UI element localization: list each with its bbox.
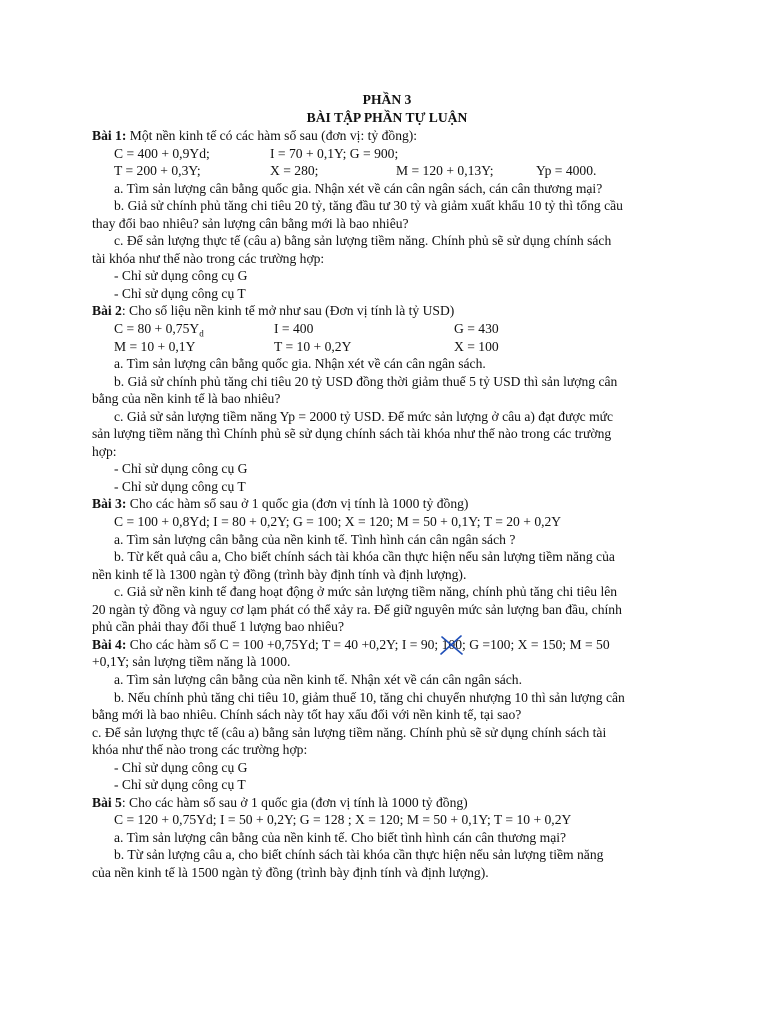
bai1-eq-m: M = 120 + 0,13Y; xyxy=(396,163,494,179)
bai4-intro xyxy=(92,636,682,654)
bai2-case-t: - Chỉ sử dụng công cụ T xyxy=(114,478,246,494)
bai4-intro-post: ; G =100; X = 150; M = 50 xyxy=(462,636,610,652)
bai4-question-b-line1: b. Nếu chính phủ tăng chi tiêu 10, giảm thuế 10, tăng chi chuyển nhượng 10 thì sản lượng cân xyxy=(114,689,625,705)
bai3-question-a: a. Tìm sản lượng cân bằng của nền kinh tế. Tình hình cán cân ngân sách ? xyxy=(114,531,516,547)
bai2-eq-g: G = 430 xyxy=(454,321,499,337)
bai4-intro-line2: +0,1Y; sản lượng tiềm năng là 1000. xyxy=(92,654,291,670)
bai2-eq-t: T = 10 + 0,2Y xyxy=(274,338,352,354)
bai4-question-b-line2: bằng mới là bao nhiêu. Chính sách này tốt hay xấu đối với nền kinh tế, tại sao? xyxy=(92,707,522,723)
bai4-struck-value: 100 xyxy=(441,636,463,652)
bai1-eq-ig: I = 70 + 0,1Y; G = 900; xyxy=(270,145,399,161)
bai3-question-c-line3: phủ cần phải thay đổi thuế 1 lượng bao nhiêu? xyxy=(92,619,345,635)
bai5-intro xyxy=(92,794,682,812)
bai5-question-b-line1: b. Từ sản lượng câu a, cho biết chính sách tài khóa cần thực hiện nếu sản lượng tiềm năng xyxy=(114,847,604,863)
bai1-eq-c: C = 400 + 0,9Yd; xyxy=(114,145,210,161)
bai1-intro xyxy=(92,127,682,145)
bai2-intro-text: : Cho số liệu nền kinh tế mở như sau (Đơn vị tính là tỷ USD) xyxy=(121,303,455,319)
bai3-label: Bài 3: xyxy=(92,496,127,512)
bai2-label: Bài 2 xyxy=(92,303,122,319)
bai3-question-b-line1: b. Từ kết quả câu a, Cho biết chính sách tài khóa cần thực hiện nếu sản lượng tiềm năng của xyxy=(114,549,615,565)
bai2-question-c-line3: hợp: xyxy=(92,443,117,459)
bai4-question-c-line1: c. Để sản lượng thực tế (câu a) bằng sản lượng tiềm năng. Chính phủ sẽ sử dụng chính sách tài xyxy=(92,724,607,740)
bai1-eq-t: T = 200 + 0,3Y; xyxy=(114,163,201,179)
document-page xyxy=(92,91,682,882)
bai2-question-c-line2: sản lượng tiềm năng thì Chính phủ sẽ sử dụng chính sách tài khóa như thế nào trong các trường xyxy=(92,426,612,442)
bai3-question-b-line2: nền kinh tế là 1300 ngàn tỷ đồng (trình bày định tính và định lượng). xyxy=(92,566,467,582)
bai5-intro-text: : Cho các hàm số sau ở 1 quốc gia (đơn vị tính là 1000 tỷ đồng) xyxy=(121,794,468,810)
bai4-case-t: - Chỉ sử dụng công cụ T xyxy=(114,777,246,793)
bai5-label: Bài 5 xyxy=(92,794,122,810)
bai2-question-b-line1: b. Giả sử chính phủ tăng chi tiêu 20 tỷ USD đồng thời giảm thuế 5 tỷ USD thì sản lượng cân xyxy=(114,373,618,389)
bai2-eq-c-sub: d xyxy=(199,328,204,339)
bai4-question-a: a. Tìm sản lượng cân bằng của nền kinh tế. Nhận xét về cán cân ngân sách. xyxy=(114,671,523,687)
bai1-intro-text: Một nền kinh tế có các hàm số sau (đơn vị: tỷ đồng): xyxy=(126,128,418,143)
bai5-equations: C = 120 + 0,75Yd; I = 50 + 0,2Y; G = 128 ; X = 120; M = 50 + 0,1Y; T = 10 + 0,2Y xyxy=(114,812,572,828)
bai4-intro-pre: Cho các hàm số C = 100 +0,75Yd; T = 40 +0,2Y; I = 90; xyxy=(126,636,442,652)
bai2-eq-x: X = 100 xyxy=(454,338,499,354)
section-title: BÀI TẬP PHẦN TỰ LUẬN xyxy=(306,110,468,125)
bai1-equations-row2 xyxy=(92,162,682,180)
part-heading: PHẦN 3 xyxy=(362,92,412,107)
bai4-case-g: - Chỉ sử dụng công cụ G xyxy=(114,759,248,775)
bai2-eq-i: I = 400 xyxy=(274,321,314,337)
bai1-label: Bài 1: xyxy=(92,128,127,143)
bai4-label: Bài 4: xyxy=(92,636,127,652)
bai5-question-b-line2: của nền kinh tế là 1500 ngàn tỷ đồng (trình bày định tính và định lượng). xyxy=(92,864,489,880)
bai1-question-b-line1: b. Giả sử chính phủ tăng chi tiêu 20 tỷ, tăng đầu tư 30 tỷ và giảm xuất khẩu 10 tỷ thì tổng cầu xyxy=(114,198,623,214)
bai4-struck-value-wrap xyxy=(442,636,462,654)
bai2-case-g: - Chỉ sử dụng công cụ G xyxy=(114,461,248,477)
bai2-eq-c: C = 80 + 0,75Y xyxy=(114,321,200,337)
bai1-question-c-line1: c. Để sản lượng thực tế (câu a) bằng sản lượng tiềm năng. Chính phủ sẽ sử dụng chính sách xyxy=(114,233,612,249)
bai1-question-c-line2: tài khóa như thế nào trong các trường hợp: xyxy=(92,250,325,266)
bai2-question-c-line1: c. Giả sử sản lượng tiềm năng Yp = 2000 tỷ USD. Để mức sản lượng ở câu a) đạt được mức xyxy=(114,408,614,424)
bai2-question-a: a. Tìm sản lượng cân bằng quốc gia. Nhận xét về cán cân ngân sách. xyxy=(114,356,486,372)
bai3-intro xyxy=(92,495,682,513)
bai2-intro xyxy=(92,302,682,320)
bai1-equations-row1 xyxy=(92,145,682,163)
bai3-intro-text: Cho các hàm số sau ở 1 quốc gia (đơn vị tính là 1000 tỷ đồng) xyxy=(126,496,469,512)
bai1-case-g: - Chỉ sử dụng công cụ G xyxy=(114,268,248,284)
bai2-equations-row1 xyxy=(92,320,682,338)
bai2-question-b-line2: bằng của nền kinh tế là bao nhiêu? xyxy=(92,391,281,407)
bai3-question-c-line1: c. Giả sử nền kinh tế đang hoạt động ở mức sản lượng tiềm năng, chính phủ tăng chi tiêu lên xyxy=(114,584,618,600)
bai1-question-a: a. Tìm sản lượng cân bằng quốc gia. Nhận xét về cán cân ngân sách, cán cân thương mại? xyxy=(114,180,603,196)
bai3-equations: C = 100 + 0,8Yd; I = 80 + 0,2Y; G = 100; X = 120; M = 50 + 0,1Y; T = 20 + 0,2Y xyxy=(114,514,562,530)
bai2-eq-m: M = 10 + 0,1Y xyxy=(114,338,196,354)
bai3-question-c-line2: 20 ngàn tỷ đồng và nguy cơ lạm phát có thể xảy ra. Để giữ nguyên mức sản lượng ban đầu, chính xyxy=(92,601,622,617)
bai1-eq-yp: Yp = 4000. xyxy=(536,163,597,179)
bai1-eq-x: X = 280; xyxy=(270,163,319,179)
bai5-question-a: a. Tìm sản lượng cân bằng của nền kinh tế. Cho biết tình hình cán cân thương mại? xyxy=(114,829,567,845)
bai1-case-t: - Chỉ sử dụng công cụ T xyxy=(114,285,246,301)
bai4-question-c-line2: khóa như thế nào trong các trường hợp: xyxy=(92,742,308,758)
bai1-question-b-line2: thay đổi bao nhiêu? sản lượng cân bằng mới là bao nhiêu? xyxy=(92,215,409,231)
bai2-equations-row2 xyxy=(92,338,682,356)
